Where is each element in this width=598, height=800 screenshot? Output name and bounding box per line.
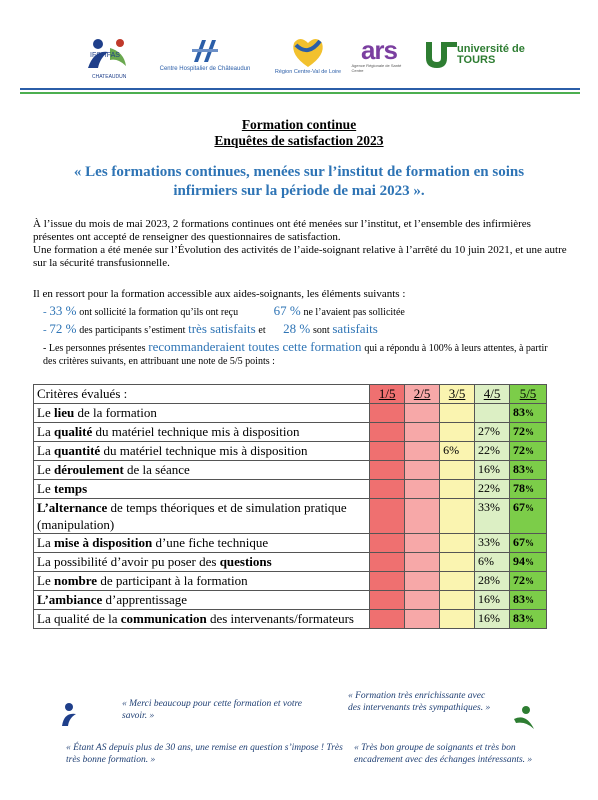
criterion-cell: Le lieu de la formation: [34, 404, 370, 423]
header-score-2: 2/5: [405, 385, 440, 404]
b2-pct2: 28 %: [283, 321, 311, 336]
b3-b: qui a répondu à 100% à leurs attentes, à partir des critères suivants, en attribuant une note de 5/5 points :: [43, 343, 548, 367]
criterion-cell: Le temps: [34, 480, 370, 499]
criterion-cell: Le déroulement de la séance: [34, 461, 370, 480]
intro-paragraph-1: À l’issue du mois de mai 2023, 2 formations continues ont été menées sur l’institut, et l’ensemble des infirmières présentes ont accepté de renseigner des questionnaires de satisfaction.: [33, 218, 531, 243]
feedback-quote-4: « Très bon groupe de soignants et très bon encadrement avec des échanges intéressants. »: [354, 743, 533, 765]
tours-logo-text: université de TOURS: [457, 43, 525, 66]
region-logo-text: Région Centre-Val de Loire: [274, 69, 342, 75]
table-row: La qualité de la communication des intervenants/formateurs 16% 83%: [34, 610, 547, 629]
ars-logo-subtext: Agence Régionale de Santé Centre: [351, 63, 402, 73]
b1-pct1: 33 %: [49, 303, 77, 318]
intro-text: [33, 218, 568, 270]
b2-txt2: sont: [312, 325, 330, 336]
criterion-cell: Le nombre de participant à la formation: [34, 572, 370, 591]
b2-highlight2: satisfaits: [332, 321, 378, 336]
table-row: La possibilité d’avoir pu poser des questions 6% 94%: [34, 553, 547, 572]
table-header-row: [34, 385, 547, 404]
header-criteria: Critères évalués :: [34, 385, 370, 404]
criterion-cell: La mise à disposition d’une fiche technique: [34, 534, 370, 553]
header-line-green: [20, 92, 580, 94]
hospital-logo-text: Centre Hospitalier de Châteaudun: [159, 66, 251, 72]
header-score-5: 5/5: [510, 385, 547, 404]
ifsi-logo-text: IFSI IFAS: [90, 52, 120, 59]
criterion-cell: La qualité de la communication des intervenants/formateurs: [34, 610, 370, 629]
person-icon: [60, 702, 82, 728]
table-row: La qualité du matériel technique mis à disposition 27% 72%: [34, 423, 547, 442]
b1-txt2: ne l’avaient pas sollicitée: [303, 307, 405, 318]
header-score-1: 1/5: [370, 385, 405, 404]
table-row: La mise à disposition d’une fiche technique 33% 67%: [34, 534, 547, 553]
results-bullet-2: - 72 % des participants s’estiment très satisfaits et 28 % sont satisfaits: [43, 321, 378, 336]
table-row: L’alternance de temps théoriques et de simulation pratique (manipulation) 33% 67%: [34, 499, 547, 534]
intro-paragraph-2: Une formation a été menée sur l’Évolution des activités de l’aide-soignant relative à l’arrêté du 10 juin 2021, et une autre sur la sécurité transfusionnelle.: [33, 244, 567, 269]
b1-pct2: 67 %: [273, 303, 301, 318]
results-lead: Il en ressort pour la formation accessible aux aides-soignants, les éléments suivants :: [33, 288, 406, 300]
table-row: Le temps 22% 78%: [34, 480, 547, 499]
b2-and: et: [258, 325, 266, 336]
person-icon: [512, 705, 536, 731]
table-row: La quantité du matériel technique mis à disposition 6% 22% 72%: [34, 442, 547, 461]
criteria-table: [33, 384, 547, 629]
doc-subtitle: Enquêtes de satisfaction 2023: [214, 133, 384, 148]
header-line-blue: [20, 88, 580, 90]
table-row: L’ambiance d’apprentissage 16% 83%: [34, 591, 547, 610]
hospital-logo-icon: [188, 38, 222, 66]
results-section: [33, 288, 573, 368]
criterion-cell: La quantité du matériel technique mis à disposition: [34, 442, 370, 461]
criterion-cell: L’alternance de temps théoriques et de simulation pratique (manipulation): [34, 499, 370, 534]
doc-quote: « Les formations continues, menées sur l’institut de formation en soins infirmiers sur la période de mai 2023 ».: [73, 164, 525, 199]
b2-pct1: 72 %: [49, 321, 77, 336]
tours-logo-icon: [423, 40, 457, 70]
feedback-quote-1: « Merci beaucoup pour cette formation et votre savoir. »: [122, 699, 303, 721]
universite-tours-logo: [420, 30, 530, 80]
results-bullet-1: - 33 % ont sollicité la formation qu’ils ont reçu 67 % ne l’avaient pas sollicitée: [43, 303, 405, 318]
b2-txt1: des participants s’estiment: [79, 325, 186, 336]
table-row: Le nombre de participant à la formation 28% 72%: [34, 572, 547, 591]
b3-highlight: recommanderaient toutes cette formation: [148, 339, 362, 354]
results-bullet-3: - Les personnes présentes recommanderaient toutes cette formation qui a répondu à 100% à leurs attentes, à partir des critères suivants, en attribuant une note de 5/5 points :: [43, 339, 548, 367]
region-logo: [274, 30, 342, 80]
feedback-quote-3: « Étant AS depuis plus de 30 ans, une remise en question s’impose ! Très très bonne formation. »: [66, 743, 343, 765]
criterion-cell: L’ambiance d’apprentissage: [34, 591, 370, 610]
ars-logo-text: ars: [360, 35, 398, 65]
b3-a: Les personnes présentes: [48, 343, 146, 354]
criterion-cell: La possibilité d’avoir pu poser des questions: [34, 553, 370, 572]
table-row: Le déroulement de la séance 16% 83%: [34, 461, 547, 480]
ars-logo: [350, 30, 408, 80]
feedback-quote-2: « Formation très enrichissante avec des intervenants très sympathiques. »: [348, 691, 491, 713]
criterion-cell: La qualité du matériel technique mis à disposition: [34, 423, 370, 442]
header: [0, 0, 598, 100]
table-row: Le lieu de la formation 83%: [34, 404, 547, 423]
ifsi-logo-subtext: CHATEAUDUN: [92, 74, 127, 80]
ifsi-ifas-logo: [78, 30, 138, 80]
b2-highlight1: très satisfaits: [188, 321, 256, 336]
doc-title: Formation continue: [241, 117, 357, 132]
header-score-4: 4/5: [475, 385, 510, 404]
region-logo-icon: [288, 35, 328, 69]
centre-hospitalier-logo: [155, 30, 255, 80]
b1-txt1: ont sollicité la formation qu’ils ont reçu: [79, 307, 239, 318]
header-score-3: 3/5: [440, 385, 475, 404]
